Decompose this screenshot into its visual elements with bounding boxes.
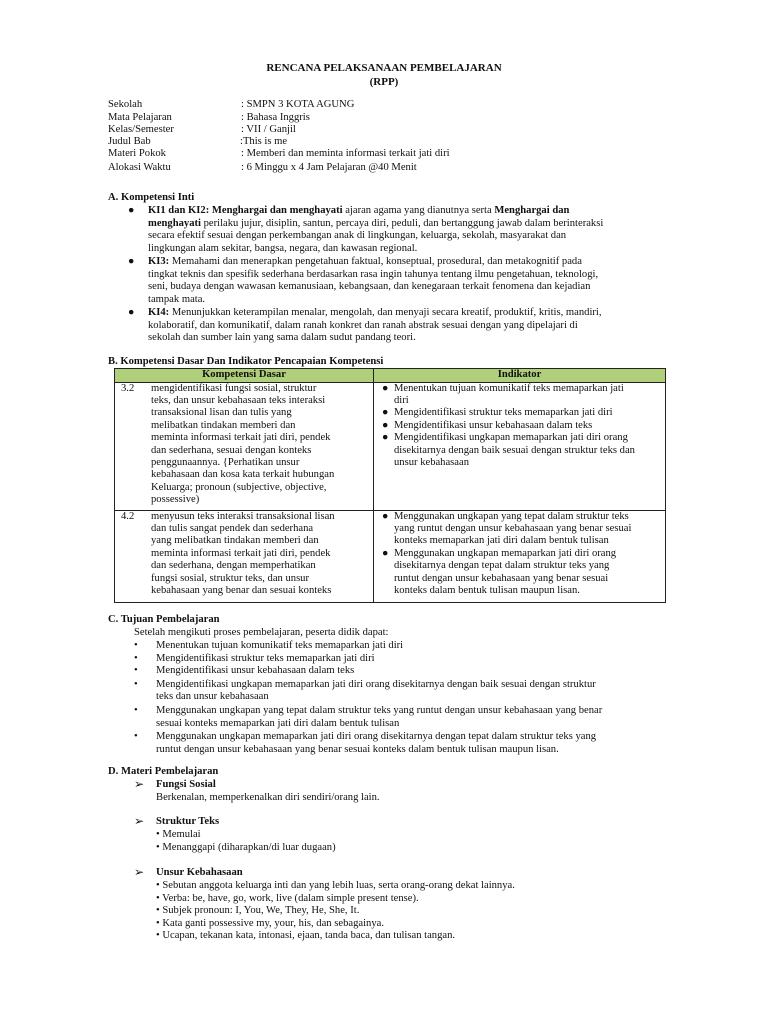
identity-label: Alokasi Waktu	[108, 162, 171, 173]
list-item: • Subjek pronoun: I, You, We, They, He, She, It.	[156, 905, 360, 917]
table-header-row	[115, 369, 666, 383]
indicator-line: Menentukan tujuan komunikatif teks memaparkan jati	[394, 382, 624, 394]
list-item	[134, 679, 674, 704]
list-item-text: Menentukan tujuan komunikatif teks memaparkan jati diri	[156, 640, 404, 651]
unsur-kebahasaan-list	[156, 880, 515, 943]
column-header: Indikator	[374, 369, 666, 383]
kd-line: meminta informasi terkait jati diri, pendek	[151, 547, 331, 559]
bullet-icon: •	[134, 731, 138, 743]
ki3-text: seni, budaya dengan wawasan kemanusiaan, kebangsaan, dan kenegaraan terkait fenomena dan kejadian	[148, 281, 591, 293]
indicator-item	[374, 432, 665, 469]
identity-block	[108, 99, 450, 175]
bullet-icon: ●	[128, 205, 135, 216]
kd-line: dan sederhana, dengan memperhatikan	[151, 560, 316, 572]
struktur-teks-list	[156, 829, 336, 854]
document-title: RENCANA PELAKSANAAN PEMBELAJARAN	[266, 62, 502, 74]
kd-line: teks, dan unsur kebahasaan teks interaksi	[151, 395, 326, 406]
section-c-heading: C. Tujuan Pembelajaran	[108, 614, 220, 625]
list-item-text: Mengidentifikasi unsur kebahasaan dalam teks	[156, 665, 355, 677]
kd-line: penggunaannya. {Perhatikan unsur	[151, 457, 300, 469]
document-subtitle: (RPP)	[369, 76, 399, 88]
list-item-text: teks dan unsur kebahasaan	[156, 691, 269, 703]
list-item-text: sesuai konteks memaparkan jati diri dalam bentuk tulisan	[156, 717, 400, 729]
bullet-icon: ●	[382, 407, 389, 419]
indicator-line: Menggunakan ungkapan memaparkan jati diri orang	[394, 547, 617, 559]
list-item	[134, 653, 674, 666]
indicator-cell	[374, 510, 666, 602]
list-item	[134, 705, 674, 730]
identity-value: : VII / Ganjil	[241, 124, 296, 135]
kd-indicator-table	[114, 368, 666, 603]
bullet-icon: ●	[382, 510, 389, 522]
ki12-text: perilaku jujur, disiplin, santun, percaya diri, peduli, dan bertanggung jawab dalam berinteraksi	[203, 217, 604, 229]
list-item: • Ucapan, tekanan kata, intonasi, ejaan, tanda baca, dan tulisan tangan.	[156, 930, 456, 942]
kd-line: Keluarga; pronoun (subjective, objective,	[151, 481, 327, 493]
bullet-icon: •	[134, 652, 138, 664]
list-item: • Kata ganti possessive my, your, his, dan sebagainya.	[156, 917, 384, 929]
indicator-line: Mengidentifikasi struktur teks memaparkan jati diri	[394, 407, 613, 419]
ki4-label: KI4:	[148, 307, 170, 318]
list-item-text: Menggunakan ungkapan yang tepat dalam struktur teks yang runtut dengan unsur kebahasaan yang benar	[156, 704, 603, 716]
ki12-text: secara efektif sesuai dengan perkembangan anak di lingkungan, keluarga, sekolah, masyarakat dan	[148, 230, 567, 242]
ki12-bold-text: Menghargai dan menghayati	[211, 205, 343, 216]
kd-line: fungsi sosial, struktur teks, dan unsur	[151, 572, 310, 584]
kd-cell	[115, 382, 374, 510]
kd-line: kebahasaan dan kosa kata terkait hubungan	[151, 469, 335, 481]
bullet-icon: ●	[382, 382, 389, 394]
ki12-text: lingkungan alam sekitar, bangsa, negara, dan kawasan regional.	[148, 242, 418, 254]
identity-label: Mata Pelajaran	[108, 112, 172, 123]
kd-line: yang melibatkan tindakan memberi dan	[151, 535, 319, 547]
list-item-text: Menggunakan ungkapan memaparkan jati diri orang disekitarnya dengan tepat dalam struktur teks yang	[156, 731, 597, 743]
indicator-line: konteks dalam bentuk tulisan maupun lisan.	[394, 585, 580, 597]
list-item: • Verba: be, have, go, work, live (dalam simple present tense).	[156, 892, 419, 904]
ki3-text: Memahami dan menerapkan pengetahuan faktual, konseptual, prosedural, dan metakognitif pada	[171, 256, 582, 267]
indicator-item	[374, 383, 665, 408]
ki4-text: Menunjukkan keterampilan menalar, mengolah, dan menyaji secara kreatif, produktif, kritis, mandiri,	[171, 307, 602, 318]
kd-line: menyusun teks interaksi transaksional lisan	[151, 510, 335, 522]
indicator-item	[374, 420, 665, 432]
list-item	[134, 640, 674, 653]
indicator-line: Mengidentifikasi ungkapan memaparkan jati diri orang	[394, 432, 628, 444]
indicator-line: diri	[394, 395, 409, 406]
identity-label: Sekolah	[108, 99, 143, 110]
fungsi-sosial-title: Fungsi Sosial	[156, 779, 216, 790]
bullet-icon: •	[134, 640, 138, 651]
ki12-bold-text: Menghargai dan	[494, 205, 570, 216]
kd-line: kebahasaan yang benar dan sesuai konteks	[151, 585, 332, 597]
indicator-line: Menggunakan ungkapan yang tepat dalam struktur teks	[394, 510, 629, 522]
kd-line: transaksional lisan dan tulis yang	[151, 407, 292, 419]
fungsi-sosial-text: Berkenalan, memperkenalkan diri sendiri/orang lain.	[156, 792, 380, 803]
identity-value: : Memberi dan meminta informasi terkait jati diri	[241, 148, 450, 159]
indicator-line: konteks memaparkan jati diri dalam bentuk tulisan	[394, 535, 609, 547]
identity-label: Judul Bab	[108, 136, 151, 147]
kd-line: mengidentifikasi fungsi sosial, struktur	[151, 382, 317, 394]
ki3-item	[128, 256, 669, 306]
indicator-line: yang runtut dengan unsur kebahasaan yang benar sesuai	[394, 523, 632, 534]
arrow-bullet-icon: ➢	[134, 814, 145, 828]
identity-value: : SMPN 3 KOTA AGUNG	[241, 99, 355, 110]
struktur-teks-title: Struktur Teks	[156, 816, 220, 827]
section-d-heading: D. Materi Pembelajaran	[108, 766, 219, 777]
identity-value: :This is me	[240, 136, 288, 147]
unsur-kebahasaan-title: Unsur Kebahasaan	[156, 867, 243, 878]
list-item	[134, 665, 674, 678]
indicator-item	[374, 548, 665, 598]
indicator-item	[374, 511, 665, 548]
indicator-line: unsur kebahasaan	[394, 457, 470, 469]
indicator-line: disekitarnya dengan baik sesuai dengan struktur teks dan	[394, 444, 635, 456]
kd-text	[151, 383, 373, 507]
kd-line: dan tulis sangat pendek dan sederhana	[151, 523, 314, 534]
ki3-text: tampak mata.	[148, 293, 206, 305]
column-header: Kompetensi Dasar	[115, 369, 374, 383]
identity-label: Kelas/Semester	[108, 124, 174, 135]
section-c-intro: Setelah mengikuti proses pembelajaran, peserta didik dapat:	[134, 627, 389, 638]
section-a-heading: A. Kompetensi Inti	[108, 192, 195, 203]
identity-value: : Bahasa Inggris	[241, 112, 310, 123]
ki3-label: KI3:	[148, 256, 170, 267]
table-row	[115, 382, 666, 510]
bullet-icon: •	[134, 665, 138, 677]
table-row	[115, 510, 666, 602]
kd-cell	[115, 510, 374, 602]
kd-line: melibatkan tindakan memberi dan	[151, 419, 296, 431]
list-item-text: Mengidentifikasi struktur teks memaparkan jati diri	[156, 652, 375, 664]
indicator-cell	[374, 382, 666, 510]
section-b-heading: B. Kompetensi Dasar Dan Indikator Pencapaian Kompetensi	[108, 356, 384, 367]
list-item-text: Mengidentifikasi ungkapan memaparkan jati diri orang disekitarnya dengan baik sesuai dengan struktur	[156, 678, 596, 690]
list-item: • Menanggapi (diharapkan/di luar dugaan)	[156, 841, 336, 853]
bullet-icon: ●	[382, 419, 389, 431]
kd-line: meminta informasi terkait jati diri, pendek	[151, 432, 331, 444]
indicator-line: Mengidentifikasi unsur kebahasaan dalam teks	[394, 419, 593, 431]
arrow-bullet-icon: ➢	[134, 777, 145, 791]
bullet-icon: ●	[128, 307, 135, 318]
kd-text	[151, 511, 373, 598]
kd-number: 4.2	[121, 510, 135, 522]
kd-number: 3.2	[121, 382, 135, 394]
ki4-text: kolaboratif, dan komunikatif, dalam ranah konkret dan ranah abstrak sesuai dengan yang dipelajari di	[148, 319, 578, 331]
indicator-line: runtut dengan unsur kebahasaan yang benar sesuai	[394, 572, 609, 584]
kd-line: possessive)	[151, 494, 200, 506]
ki4-text: sekolah dan sumber lain yang sama dalam sudut pandang teori.	[148, 332, 416, 344]
identity-value: : 6 Minggu x 4 Jam Pelajaran @40 Menit	[241, 162, 417, 173]
identity-label: Materi Pokok	[108, 148, 166, 159]
bullet-icon: •	[134, 704, 138, 716]
list-item	[134, 731, 674, 756]
bullet-icon: •	[134, 678, 138, 690]
ki12-bold-text: menghayati	[148, 217, 201, 229]
kd-line: dan sederhana, sesuai dengan konteks	[151, 444, 312, 456]
bullet-icon: ●	[382, 432, 389, 444]
indicator-line: disekitarnya dengan tepat dalam struktur teks yang	[394, 560, 610, 572]
indicator-item	[374, 407, 665, 419]
objective-list	[134, 640, 674, 756]
bullet-icon: ●	[128, 256, 135, 267]
list-item-text: runtut dengan unsur kebahasaan yang benar sesuai konteks dalam bentuk tulisan maupun lisan.	[156, 743, 559, 755]
ki12-item	[128, 205, 669, 255]
arrow-bullet-icon: ➢	[134, 865, 145, 879]
ki12-label: KI1 dan KI2:	[148, 205, 210, 216]
list-item: • Memulai	[156, 829, 201, 840]
ki4-item	[128, 307, 669, 345]
bullet-icon: ●	[382, 547, 389, 559]
ki3-text: tingkat teknis dan spesifik sederhana berdasarkan rasa ingin tahunya tentang ilmu pengetahuan, teknologi,	[148, 268, 599, 280]
list-item: • Sebutan anggota keluarga inti dan yang lebih luas, serta orang-orang dekat lainnya.	[156, 880, 515, 891]
ki12-text: ajaran agama yang dianutnya serta	[345, 205, 492, 216]
